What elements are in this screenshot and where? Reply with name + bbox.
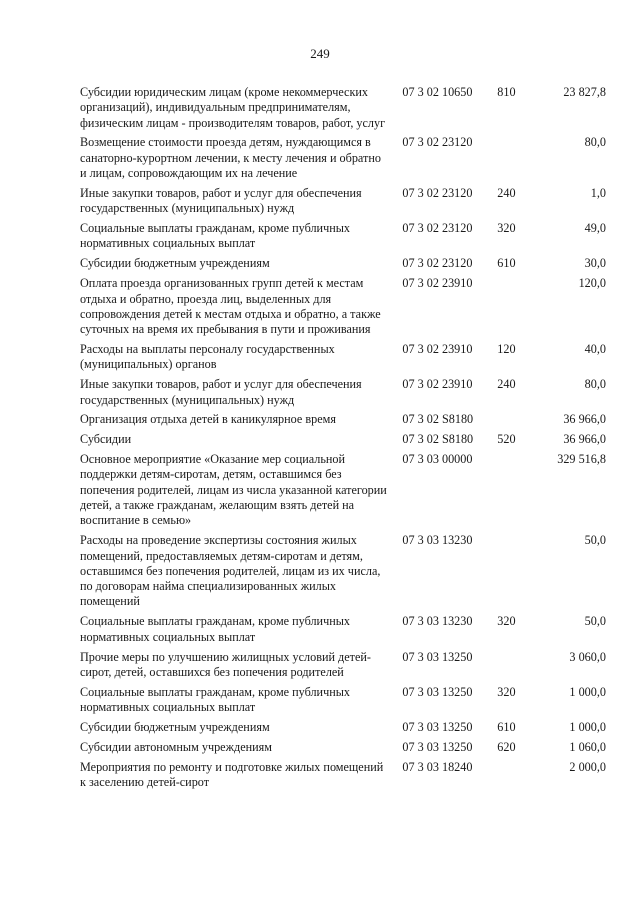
amount: 120,0 — [578, 276, 606, 291]
expense-name: Расходы на выплаты персоналу государственных (муниципальных) органов — [80, 342, 335, 372]
table-row — [80, 720, 606, 735]
amount: 3 060,0 — [569, 649, 606, 664]
amount: 1 000,0 — [569, 684, 606, 699]
target-article-code: 07 3 02 23910 — [402, 276, 473, 291]
expense-name: Субсидии бюджетным учреждениям — [80, 719, 270, 734]
target-article-code: 07 3 03 13250 — [402, 684, 473, 699]
amount: 36 966,0 — [563, 432, 606, 447]
table-row — [80, 432, 606, 447]
expense-name: Прочие меры по улучшению жилищных условий детей-сирот, детей, оставшихся без попечения родителей — [80, 649, 371, 679]
target-article-code: 07 3 02 23910 — [402, 342, 473, 357]
table-row — [80, 186, 606, 217]
target-article-code: 07 3 02 23120 — [402, 221, 473, 236]
expense-type-code: 810 — [497, 85, 516, 99]
amount: 36 966,0 — [563, 412, 606, 427]
table-row — [80, 135, 606, 181]
expense-type-code: 240 — [497, 377, 516, 392]
target-article-code: 07 3 02 S8180 — [402, 432, 474, 447]
expense-name: Социальные выплаты гражданам, кроме публичных нормативных социальных выплат — [80, 614, 350, 644]
amount: 40,0 — [584, 342, 606, 357]
table-row — [80, 533, 606, 609]
amount: 30,0 — [584, 256, 606, 271]
target-article-code: 07 3 03 18240 — [402, 759, 473, 774]
target-article-code: 07 3 03 00000 — [402, 452, 473, 467]
expense-name: Оплата проезда организованных групп детей к местам отдыха и обратно, проезда лиц, выделенных для сопровождения детей к местам отдыха и обратно, а также суточных на время их пребывания в пути и проживания — [80, 276, 381, 337]
expense-name: Субсидии юридическим лицам (кроме некоммерческих организаций), индивидуальным предпринимателям, физическим лицам - производителям товаров, работ, услуг — [80, 85, 386, 130]
target-article-code: 07 3 03 13250 — [402, 719, 473, 734]
amount: 50,0 — [584, 533, 606, 548]
target-article-code: 07 3 02 23120 — [402, 256, 473, 271]
amount: 80,0 — [584, 135, 606, 150]
target-article-code: 07 3 03 13250 — [402, 739, 473, 754]
table-row — [80, 685, 606, 716]
expense-type-code: 120 — [497, 342, 516, 357]
amount: 1 060,0 — [569, 739, 606, 754]
expense-type-code: 320 — [497, 684, 516, 699]
expense-type-code: 620 — [497, 739, 516, 754]
target-article-code: 07 3 02 23910 — [402, 377, 473, 392]
table-row — [80, 342, 606, 373]
expense-name: Основное мероприятие «Оказание мер социальной поддержки детям-сиротам, детям, оставшимся без попечения родителей, лицам из числа указанной категории детей, а также гражданам, желающим взять детей на воспитание в семью» — [80, 452, 387, 528]
target-article-code: 07 3 02 23120 — [402, 185, 473, 200]
table-row — [80, 760, 606, 791]
target-article-code: 07 3 03 13230 — [402, 533, 473, 548]
expense-type-code: 520 — [497, 432, 516, 447]
expense-name: Социальные выплаты гражданам, кроме публичных нормативных социальных выплат — [80, 221, 350, 251]
expense-type-code: 320 — [497, 614, 516, 629]
expense-name: Иные закупки товаров, работ и услуг для обеспечения государственных (муниципальных) нужд — [80, 185, 362, 216]
amount: 1 000,0 — [569, 719, 606, 734]
target-article-code: 07 3 02 10650 — [402, 85, 473, 99]
target-article-code: 07 3 02 S8180 — [402, 412, 474, 427]
target-article-code: 07 3 02 23120 — [402, 135, 473, 150]
table-row — [80, 85, 606, 131]
expense-name: Субсидии — [80, 432, 132, 447]
expense-name: Организация отдыха детей в каникулярное время — [80, 412, 336, 427]
expense-type-code: 240 — [497, 185, 516, 200]
page-number: 249 — [310, 46, 330, 61]
table-row — [80, 256, 606, 271]
target-article-code: 07 3 03 13230 — [402, 614, 473, 629]
budget-table — [80, 85, 606, 795]
expense-name: Субсидии бюджетным учреждениям — [80, 256, 270, 271]
amount: 49,0 — [584, 221, 606, 236]
table-row — [80, 221, 606, 252]
amount: 23 827,8 — [563, 85, 606, 99]
expense-type-code: 610 — [497, 719, 516, 734]
table-row — [80, 412, 606, 427]
table-row — [80, 377, 606, 408]
expense-name: Социальные выплаты гражданам, кроме публичных нормативных социальных выплат — [80, 684, 350, 714]
expense-name: Расходы на проведение экспертизы состояния жилых помещений, предоставляемых детям-сиротам и детям, оставшимся без попечения родителей, лицам из их числа, по договорам найма специализированных жилых помещений — [80, 533, 381, 609]
expense-name: Возмещение стоимости проезда детям, нуждающимся в санаторно-курортном лечении, к месту лечения и обратно и лицам, сопровождающим их на лечение — [80, 135, 381, 181]
amount: 80,0 — [584, 377, 606, 392]
table-row — [80, 650, 606, 681]
table-row — [80, 276, 606, 337]
amount: 329 516,8 — [557, 452, 606, 467]
amount: 50,0 — [584, 614, 606, 629]
expense-name: Иные закупки товаров, работ и услуг для обеспечения государственных (муниципальных) нужд — [80, 377, 362, 407]
amount: 2 000,0 — [569, 759, 606, 774]
table-row — [80, 452, 606, 528]
expense-name: Мероприятия по ремонту и подготовке жилых помещений к заселению детей-сирот — [80, 759, 384, 789]
table-row — [80, 614, 606, 645]
expense-name: Субсидии автономным учреждениям — [80, 739, 272, 754]
expense-type-code: 610 — [497, 256, 516, 271]
amount: 1,0 — [590, 185, 606, 200]
target-article-code: 07 3 03 13250 — [402, 649, 473, 664]
expense-type-code: 320 — [497, 221, 516, 236]
table-row — [80, 740, 606, 755]
